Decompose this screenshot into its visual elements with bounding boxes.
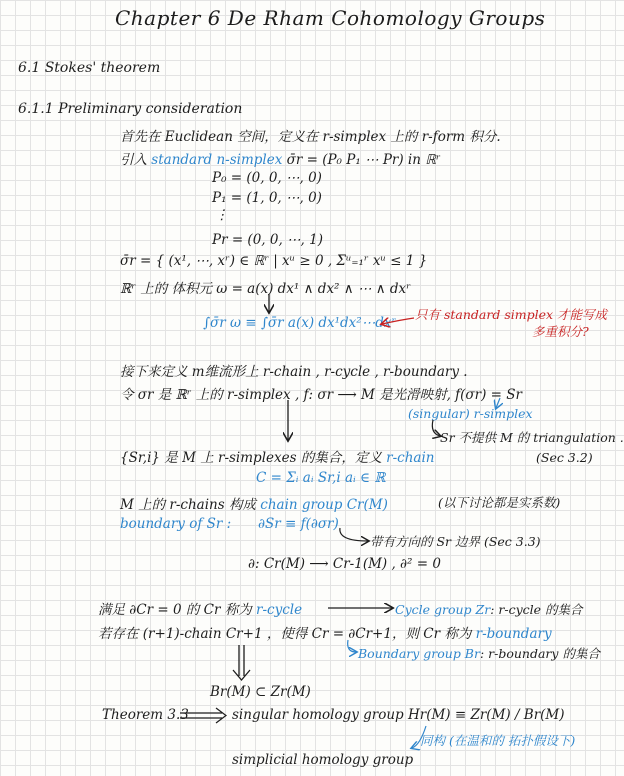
simplicial-homology: simplicial homology group	[232, 752, 414, 768]
homology-def: singular homology group Hr(M) ≡ Zr(M) / Br(M)	[232, 707, 565, 723]
double-arrow-down-head	[233, 670, 250, 680]
chains-form-text: M 上的 r-chains 构成	[120, 497, 256, 513]
boundary-map: ∂: Cr(M) ⟶ Cr-1(M) , ∂² = 0	[248, 556, 441, 572]
singular-simplex-label: (singular) r-simplex	[408, 406, 533, 421]
cycle-group-desc: : r-cycle 的集合	[490, 602, 583, 617]
point-p0: P₀ = (0, 0, ⋯, 0)	[212, 170, 322, 186]
std-simplex-term: standard n-simplex	[151, 152, 283, 168]
cycle-group-term: Cycle group Zr	[395, 602, 491, 617]
arrow-singular	[496, 398, 500, 408]
boundary-formula: ∂Sr ≡ f(∂σr)	[258, 516, 339, 532]
cycle-text: 满足 ∂Cr = 0 的 Cr 称为	[98, 602, 252, 618]
boundary-of-label: boundary of Sr :	[120, 516, 232, 532]
simplex-set-text: {Sr,i} 是 M 上 r-simplexes 的集合，定义	[120, 450, 382, 466]
std-simplex-prefix: 引入	[120, 152, 147, 168]
arrow-no-triang	[432, 420, 440, 436]
boundary-group-term: Boundary group Br	[358, 646, 480, 661]
vertical-dots: ⋮	[215, 207, 229, 223]
point-pr: Pr = (0, 0, ⋯, 1)	[212, 232, 323, 248]
chain-group-term: chain group Cr(M)	[260, 497, 388, 513]
sec-3-2-ref: (Sec 3.2)	[536, 450, 593, 465]
chain-intro: 接下来定义 m维流形上 r-chain , r-cycle , r-boundary .	[120, 364, 468, 380]
r-boundary-term: r-boundary	[475, 626, 552, 642]
arrow-oriented	[340, 528, 368, 541]
subsection-heading: 6.1.1 Preliminary consideration	[18, 101, 243, 117]
volume-form: ℝʳ 上的 体积元 ω = a(x) dx¹ ∧ dx² ∧ ⋯ ∧ dxʳ	[120, 281, 411, 297]
boundary-text: 若存在 (r+1)-chain Cr+1 ，使得 Cr = ∂Cr+1，则 Cr 称为	[98, 626, 472, 642]
integral-formula: ∫σ̄r ω ≡ ∫σ̄r a(x) dx¹dx²⋯dxʳ	[203, 315, 397, 331]
red-note-line-1: 只有 standard simplex 才能写成	[415, 307, 608, 322]
red-note-line-2: 多重积分?	[532, 324, 589, 339]
intro-line: 首先在 Euclidean 空间，定义在 r-simplex 上的 r-form 积分.	[120, 129, 501, 145]
chain-formula: C = Σᵢ aᵢ Sr,i aᵢ ∈ ℝ	[256, 470, 386, 486]
double-arrow-right-head	[216, 708, 226, 723]
r-cycle-term: r-cycle	[256, 602, 303, 618]
page-title: Chapter 6 De Rham Cohomology Groups	[115, 6, 546, 30]
arrow-red-note	[382, 318, 414, 324]
arrow-isomorphic	[412, 726, 426, 748]
no-triangulation-note: Sr 不提供 M 的 triangulation .	[440, 430, 624, 445]
section-heading: 6.1 Stokes' theorem	[18, 60, 161, 76]
simplex-set-def: σ̄r = { (x¹, ⋯, xʳ) ∈ ℝʳ | xᵘ ≥ 0 , Σᵘ₌₁ʳ xᵘ ≤ 1 }	[120, 253, 428, 269]
theorem-ref: Theorem 3.3	[102, 707, 189, 723]
point-p1: P₁ = (1, 0, ⋯, 0)	[212, 190, 322, 206]
std-simplex-def: σ̄r = (P₀ P₁ ⋯ Pr) in ℝʳ	[286, 152, 441, 168]
boundary-group-desc: : r-boundary 的集合	[479, 646, 600, 661]
real-coeff-note: (以下讨论都是实系数)	[438, 495, 561, 510]
arrow-boundary-group	[348, 640, 356, 652]
oriented-boundary-note: 带有方向的 Sr 边界 (Sec 3.3)	[370, 534, 541, 549]
smooth-map-line: 令 σr 是 ℝʳ 上的 r-simplex , f: σr ⟶ M 是光滑映射, f(σr) = Sr	[120, 387, 522, 403]
isomorphic-note: 同构 (在温和的 拓扑假设下)	[420, 733, 576, 748]
r-chain-term: r-chain	[386, 450, 435, 466]
inclusion-line: Br(M) ⊂ Zr(M)	[210, 684, 311, 700]
